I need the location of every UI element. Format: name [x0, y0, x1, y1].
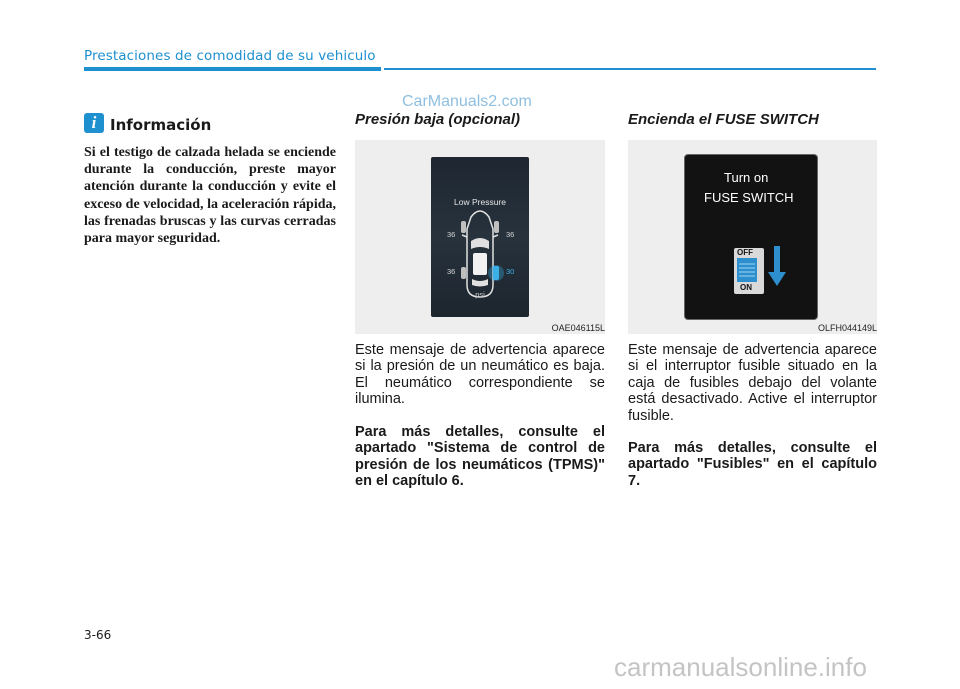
- fuse-switch-heading: Encienda el FUSE SWITCH: [628, 111, 819, 128]
- low-pressure-heading: Presión baja (opcional): [355, 111, 521, 128]
- tire-pressure-rear-right: 30: [506, 267, 515, 276]
- image-code-low-pressure: OAE046115L: [551, 323, 605, 333]
- header-rule-thin: [384, 68, 876, 70]
- cluster-title: Low Pressure: [454, 197, 506, 207]
- watermark-bottom: carmanualsonline.info: [614, 652, 867, 682]
- tire-pressure-front-left: 36: [447, 230, 456, 239]
- header-rule-thick: [84, 67, 381, 71]
- watermark-top: CarManuals2.com: [402, 93, 532, 110]
- low-pressure-body: Este mensaje de advertencia aparece si la presión de un neumático es baja. El neumático correspondiente se ilumina.: [355, 342, 605, 408]
- info-text: Si el testigo de calzada helada se enciende durante la conducción, preste mayor atención durante la conducción y evite el exceso de velocidad, la aceleración rápida, las frenadas bruscas y las curvas cerradas para mayor seguridad.: [84, 145, 336, 247]
- switch-off-label: OFF: [737, 248, 753, 257]
- arrow-down-icon: [767, 246, 787, 288]
- fuse-switch-reference: Para más detalles, consulte el apartado "Fusibles" en el capítulo 7.: [628, 440, 877, 489]
- tire-pressure-rear-left: 36: [447, 267, 456, 276]
- fuse-switch-body: Este mensaje de advertencia aparece si el interruptor fusible situado en la caja de fusibles debajo del volante está desactivado. Active el interruptor fusible.: [628, 342, 877, 424]
- tire-front-left: [461, 221, 466, 233]
- info-icon: i: [84, 113, 104, 133]
- image-code-fuse-switch: OLFH044149L: [817, 323, 877, 333]
- fuse-message-line2: FUSE SWITCH: [704, 190, 794, 205]
- tire-rear-left: [461, 267, 466, 279]
- page-number: 3-66: [84, 628, 112, 642]
- tire-rear-right-alert: [493, 266, 499, 280]
- tire-pressure-front-right: 36: [506, 230, 515, 239]
- switch-on-label: ON: [740, 283, 752, 292]
- info-heading: Información: [110, 116, 212, 134]
- section-title: Prestaciones de comodidad de su vehiculo: [84, 48, 376, 64]
- low-pressure-reference: Para más detalles, consulte el apartado "Sistema de control de presión de los neumáticos (TPMS)" en el capítulo 6.: [355, 424, 605, 490]
- switch-lines-icon: [737, 258, 757, 282]
- tire-front-right: [494, 221, 499, 233]
- fuse-message-line1: Turn on: [724, 170, 769, 185]
- pressure-unit: psi: [475, 290, 485, 299]
